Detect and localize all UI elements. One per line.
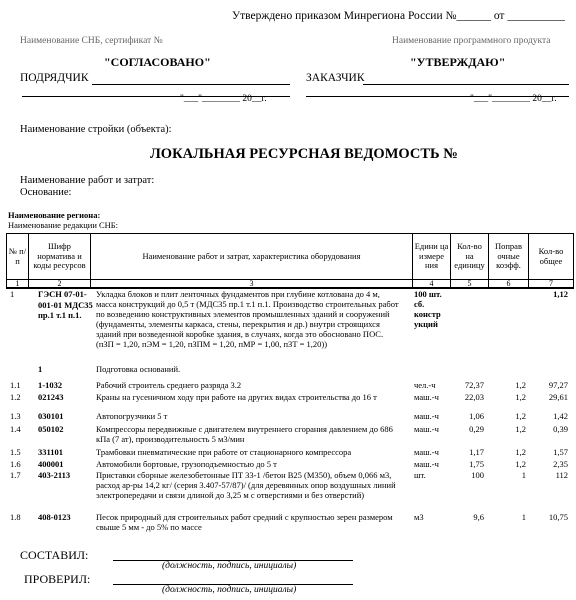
agreed-stamp: "СОГЛАСОВАНО" bbox=[104, 55, 211, 69]
row-unit: маш.-ч bbox=[414, 424, 439, 434]
row-qty: 0,29 bbox=[469, 424, 484, 434]
site-label: Наименование стройки (объекта): bbox=[20, 124, 172, 135]
row-code: 403-2113 bbox=[38, 470, 71, 480]
row-qty: 1,75 bbox=[469, 459, 484, 469]
row-no: 1.2 bbox=[10, 392, 21, 402]
row-qty: 22,03 bbox=[464, 392, 484, 402]
row-name: Приставки сборные железобетонные ПТ 33-1 /бетон В25 (М350), объем 0,066 м3, расход ар-ры 14,2 кг/ (серия 3.407-57/87)/ (для деревянных опор воздушных линий электропередачи и связи длиной до 3,25 м с отверстиями и без отверстий) bbox=[96, 470, 396, 500]
row-coef: 1,2 bbox=[515, 459, 526, 469]
row-code: 408-0123 bbox=[38, 512, 71, 522]
row-qty: 72,37 bbox=[464, 380, 484, 390]
header-coef: Поправ очные коэфф. bbox=[489, 234, 529, 280]
row-total: 1,12 bbox=[553, 289, 568, 299]
customer-line bbox=[363, 84, 569, 85]
date-stub-left: "___"________ 20__г. bbox=[180, 94, 267, 104]
col-number: 3 bbox=[91, 280, 413, 289]
row-coef: 1,2 bbox=[515, 380, 526, 390]
row-unit: маш.-ч bbox=[414, 411, 439, 421]
row-unit: шт. bbox=[414, 470, 426, 480]
row-name: Автопогрузчики 5 т bbox=[96, 411, 168, 421]
row-name: Компрессоры передвижные с двигателем внутреннего сгорания давлением до 686 кПа (7 ат), производительность 5 м3/мин bbox=[96, 424, 393, 444]
approval-line: Утверждено приказом Минрегиона России №______ от __________ bbox=[232, 10, 565, 22]
row-coef: 1,2 bbox=[515, 411, 526, 421]
approve-stamp: "УТВЕРЖДАЮ" bbox=[410, 55, 506, 69]
doc-title: ЛОКАЛЬНАЯ РЕСУРСНАЯ ВЕДОМОСТЬ № bbox=[150, 146, 458, 162]
row-name: Автомобили бортовые, грузоподъемностью до 5 т bbox=[96, 459, 277, 469]
row-unit: 100 шт. сб. констр укций bbox=[414, 289, 442, 329]
row-coef: 1,2 bbox=[515, 424, 526, 434]
header-bottom-rule bbox=[6, 287, 573, 288]
row-coef: 1,2 bbox=[515, 447, 526, 457]
row-coef: 1 bbox=[521, 512, 526, 522]
header-unit: Едини ца измере ния bbox=[413, 234, 451, 280]
row-code: 1-1032 bbox=[38, 380, 63, 390]
row-code: 400001 bbox=[38, 459, 64, 469]
row-code: ГЭСН 07-01-001-01 МДС35 пр.1 т.1 п.1. bbox=[38, 289, 93, 320]
row-no: 1.5 bbox=[10, 447, 21, 457]
contractor-label: ПОДРЯДЧИК bbox=[20, 72, 89, 84]
row-no: 1.8 bbox=[10, 512, 21, 522]
row-qty: 1,06 bbox=[469, 411, 484, 421]
row-sub-no: 1 bbox=[38, 364, 43, 374]
row-unit: м3 bbox=[414, 512, 424, 522]
checked-label: ПРОВЕРИЛ: bbox=[24, 572, 91, 586]
snb-label: Наименование СНБ, сертификат № bbox=[20, 36, 163, 46]
row-coef: 1,2 bbox=[515, 392, 526, 402]
header-qty: Кол-во на единицу bbox=[451, 234, 489, 280]
row-total: 1,42 bbox=[553, 411, 568, 421]
checked-hint: (должность, подпись, инициалы) bbox=[162, 585, 297, 595]
row-total: 97,27 bbox=[548, 380, 568, 390]
customer-label: ЗАКАЗЧИК bbox=[306, 72, 365, 84]
row-coef: 1 bbox=[521, 470, 526, 480]
row-qty: 100 bbox=[471, 470, 484, 480]
header-total: Кол-во общее bbox=[529, 234, 574, 280]
row-no: 1.3 bbox=[10, 411, 21, 421]
compiled-hint: (должность, подпись, инициалы) bbox=[162, 561, 297, 571]
row-code: 050102 bbox=[38, 424, 64, 434]
region-label: Наименование региона: bbox=[8, 210, 101, 220]
row-total: 1,57 bbox=[553, 447, 568, 457]
works-label: Наименование работ и затрат: bbox=[20, 175, 155, 186]
row-qty: 9,6 bbox=[473, 512, 484, 522]
program-label: Наименование программного продукта bbox=[392, 36, 551, 46]
row-total: 0,39 bbox=[553, 424, 568, 434]
row-code: 331101 bbox=[38, 447, 64, 457]
row-no: 1 bbox=[10, 289, 15, 299]
edition-label: Наименование редакции СНБ: bbox=[8, 220, 119, 230]
row-name: Песок природный для строительных работ средний с крупностью зерен размером свыше 5 мм - до 5% по массе bbox=[96, 512, 393, 532]
header-name: Наименование работ и затрат, характеристика оборудования bbox=[91, 234, 413, 280]
row-total: 29,61 bbox=[548, 392, 568, 402]
header-no: № п/п bbox=[7, 234, 29, 280]
row-no: 1.1 bbox=[10, 380, 21, 390]
contractor-line bbox=[92, 84, 290, 85]
row-qty: 1,17 bbox=[469, 447, 484, 457]
row-unit: маш.-ч bbox=[414, 392, 439, 402]
col-number: 6 bbox=[489, 280, 529, 289]
col-number: 5 bbox=[451, 280, 489, 289]
row-name: Рабочий строитель среднего разряда 3.2 bbox=[96, 380, 242, 390]
row-name: Укладка блоков и плит ленточных фундаментов при глубине котлована до 4 м, масса конструкций до 0,5 т (МДС35 пр.1 т.1 п.1. Производство строительных работ по возведению конструктивных элементов промышленных зданий и сооружений (фундаменты, элементы каркаса, стены, перекрытия и др.) внутри строящихся зданий при возведенной коробке здания, в случаях, когда это обосновано ПОС. (пЗП = 1,20, пЭМ = 1,20, пЗПМ = 1,20, пМР = 1,00, пЗТ = 1,20)) bbox=[96, 289, 399, 349]
row-total: 112 bbox=[555, 470, 568, 480]
row-unit: чел.-ч bbox=[414, 380, 436, 390]
row-unit: маш.-ч bbox=[414, 447, 439, 457]
col-number: 1 bbox=[7, 280, 29, 289]
row-no: 1.7 bbox=[10, 470, 21, 480]
resource-table bbox=[6, 233, 574, 289]
row-total: 2,35 bbox=[553, 459, 568, 469]
row-no: 1.6 bbox=[10, 459, 21, 469]
header-code: Шифр нормативa и коды ресурсов bbox=[29, 234, 91, 280]
col-number: 4 bbox=[413, 280, 451, 289]
compiled-label: СОСТАВИЛ: bbox=[20, 548, 89, 562]
basis-label: Основание: bbox=[20, 187, 72, 198]
row-name: Трамбовки пневматические при работе от стационарного компрессора bbox=[96, 447, 352, 457]
col-number: 7 bbox=[529, 280, 574, 289]
row-sub-name: Подготовка оснований. bbox=[96, 364, 181, 374]
row-code: 021243 bbox=[38, 392, 64, 402]
date-stub-right: "___"________ 20__г. bbox=[470, 94, 557, 104]
row-code: 030101 bbox=[38, 411, 64, 421]
row-no: 1.4 bbox=[10, 424, 21, 434]
row-name: Краны на гусеничном ходу при работе на других видах строительства до 16 т bbox=[96, 392, 377, 402]
row-unit: маш.-ч bbox=[414, 459, 439, 469]
col-number: 2 bbox=[29, 280, 91, 289]
row-total: 10,75 bbox=[548, 512, 568, 522]
